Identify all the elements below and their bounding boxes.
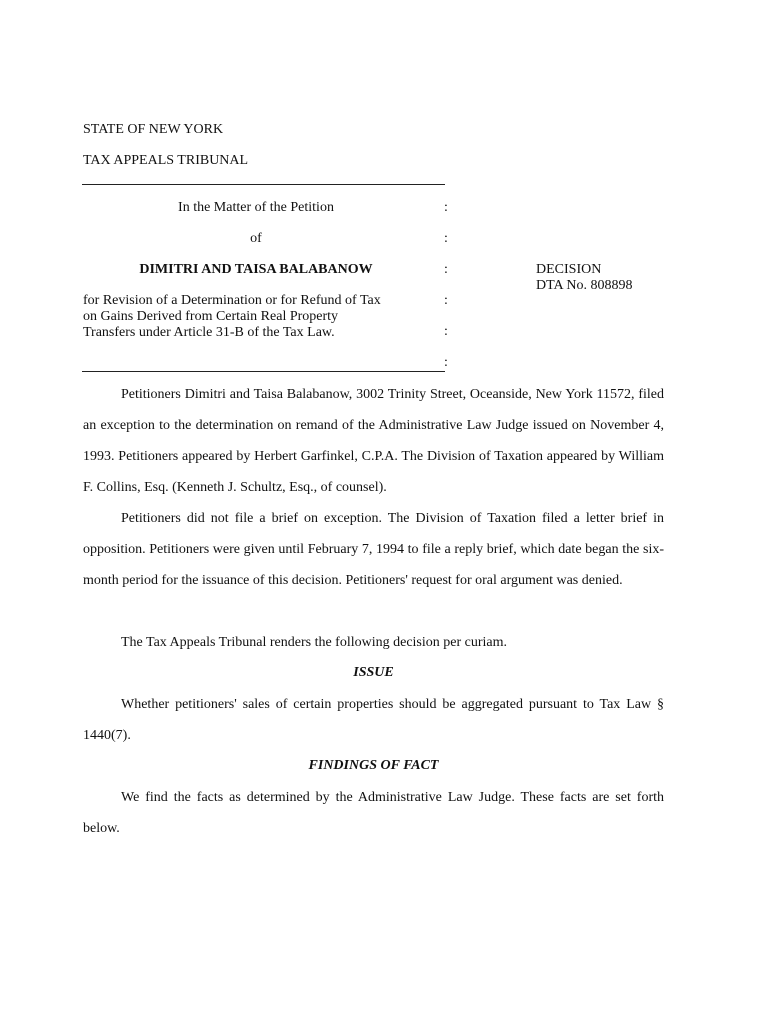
- caption-bottom-rule: [82, 371, 445, 372]
- issue-heading: ISSUE: [353, 665, 394, 680]
- caption-colon: :: [444, 262, 448, 277]
- caption-colon: :: [444, 231, 448, 246]
- paragraph-issue: Whether petitioners' sales of certain properties should be aggregated pursuant to Tax Law § 1440(7).: [83, 697, 664, 743]
- dta-number: DTA No. 808898: [536, 278, 633, 293]
- caption-purpose: for Revision of a Determination or for Refund of Tax on Gains Derived from Certain Real Property Transfers under Article 31-B of the Tax Law.: [83, 293, 381, 340]
- decision-label: DECISION: [536, 262, 602, 277]
- findings-heading: FINDINGS OF FACT: [308, 758, 439, 773]
- caption-colon: :: [444, 355, 448, 370]
- caption-of: of: [250, 231, 262, 246]
- paragraph-briefs: Petitioners did not file a brief on exception. The Division of Taxation filed a letter brief in opposition. Petitioners were given until February 7, 1994 to file a reply brief, which date began the six-month period for the issuance of this decision. Petitioners' request for oral argument was denied.: [83, 511, 664, 588]
- caption-petitioners: DIMITRI AND TAISA BALABANOW: [139, 262, 373, 277]
- caption-colon: :: [444, 200, 448, 215]
- caption-matter: In the Matter of the Petition: [178, 200, 334, 215]
- paragraph-per-curiam: The Tax Appeals Tribunal renders the following decision per curiam.: [121, 635, 508, 650]
- paragraph-findings: We find the facts as determined by the Administrative Law Judge. These facts are set forth below.: [83, 790, 664, 836]
- tribunal-heading: TAX APPEALS TRIBUNAL: [83, 153, 249, 168]
- state-heading: STATE OF NEW YORK: [83, 122, 224, 137]
- caption-colon: :: [444, 293, 448, 308]
- caption-top-rule: [82, 184, 445, 185]
- caption-colon: :: [444, 324, 448, 339]
- paragraph-petitioners: Petitioners Dimitri and Taisa Balabanow, 3002 Trinity Street, Oceanside, New York 11572, filed an exception to the determination on remand of the Administrative Law Judge issued on November 4, 1993. Petitioners appeared by Herbert Garfinkel, C.P.A. The Division of Taxation appeared by William F. Collins, Esq. (Kenneth J. Schultz, Esq., of counsel).: [83, 387, 664, 495]
